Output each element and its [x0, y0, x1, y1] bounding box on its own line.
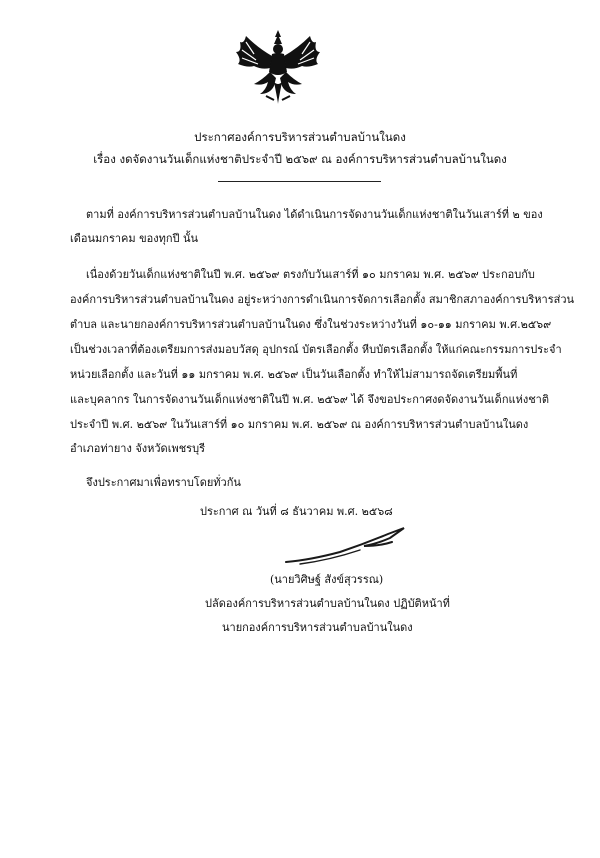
signature-mark: [280, 524, 410, 568]
paragraph-2-line-1: เนื่องด้วยวันเด็กแห่งชาติในปี พ.ศ. ๒๕๖๙ ตรงกับวันเสาร์ที่ ๑๐ มกราคม พ.ศ. ๒๕๖๙ ประกอบกับ: [86, 268, 535, 281]
header-divider: [218, 181, 381, 182]
announcement-date: ประกาศ ณ วันที่ ๘ ธันวาคม พ.ศ. ๒๕๖๘: [200, 505, 393, 518]
garuda-emblem-icon: [232, 28, 324, 106]
paragraph-2-line-2: องค์การบริหารส่วนตำบลบ้านในดง อยู่ระหว่างการดำเนินการจัดการเลือกตั้ง สมาชิกสภาองค์การบริหารส่วน: [70, 293, 575, 306]
paragraph-1-line-1: ตามที่ องค์การบริหารส่วนตำบลบ้านในดง ได้ดำเนินการจัดงานวันเด็กแห่งชาติในวันเสาร์ที่ ๒ ของ: [86, 208, 543, 221]
signer-position-1: ปลัดองค์การบริหารส่วนตำบลบ้านในดง ปฏิบัติหน้าที่: [205, 597, 450, 610]
signer-position-2: นายกองค์การบริหารส่วนตำบลบ้านในดง: [222, 621, 413, 634]
signer-name: (นายวิศิษฐ์ สังข์สุวรรณ): [270, 573, 384, 586]
paragraph-3: จึงประกาศมาเพื่อทราบโดยทั่วกัน: [86, 476, 241, 489]
paragraph-2-line-3: ตำบล และนายกองค์การบริหารส่วนตำบลบ้านในดง ซึ่งในช่วงระหว่างวันที่ ๑๐-๑๑ มกราคม พ.ศ.๒๕๖๙: [70, 318, 552, 331]
paragraph-2-line-6: และบุคลากร ในการจัดงานวันเด็กแห่งชาติในปี พ.ศ. ๒๕๖๙ ได้ จึงขอประกาศงดจัดงานวันเด็กแห่งชาติ: [70, 393, 549, 406]
paragraph-2-line-5: หน่วยเลือกตั้ง และวันที่ ๑๑ มกราคม พ.ศ. ๒๕๖๙ เป็นวันเลือกตั้ง ทำให้ไม่สามารถจัดเตรียมพื้นที่: [70, 368, 518, 381]
paragraph-2-line-8: อำเภอท่ายาง จังหวัดเพชรบุรี: [70, 442, 205, 455]
announcement-issuer: ประกาศองค์การบริหารส่วนตำบลบ้านในดง: [194, 130, 406, 144]
paragraph-1-line-2: เดือนมกราคม ของทุกปี นั้น: [70, 232, 199, 245]
announcement-subject: เรื่อง งดจัดงานวันเด็กแห่งชาติประจำปี ๒๕๖๙ ณ องค์การบริหารส่วนตำบลบ้านในดง: [93, 152, 507, 166]
paragraph-2-line-7: ประจำปี พ.ศ. ๒๕๖๙ ในวันเสาร์ที่ ๑๐ มกราคม พ.ศ. ๒๕๖๙ ณ องค์การบริหารส่วนตำบลบ้านในดง: [70, 418, 529, 431]
paragraph-2-line-4: เป็นช่วงเวลาที่ต้องเตรียมการส่งมอบวัสดุ อุปกรณ์ บัตรเลือกตั้ง หีบบัตรเลือกตั้ง ให้แก่คณะกรรมการประจำ: [70, 343, 562, 356]
announcement-header: [0, 126, 600, 170]
